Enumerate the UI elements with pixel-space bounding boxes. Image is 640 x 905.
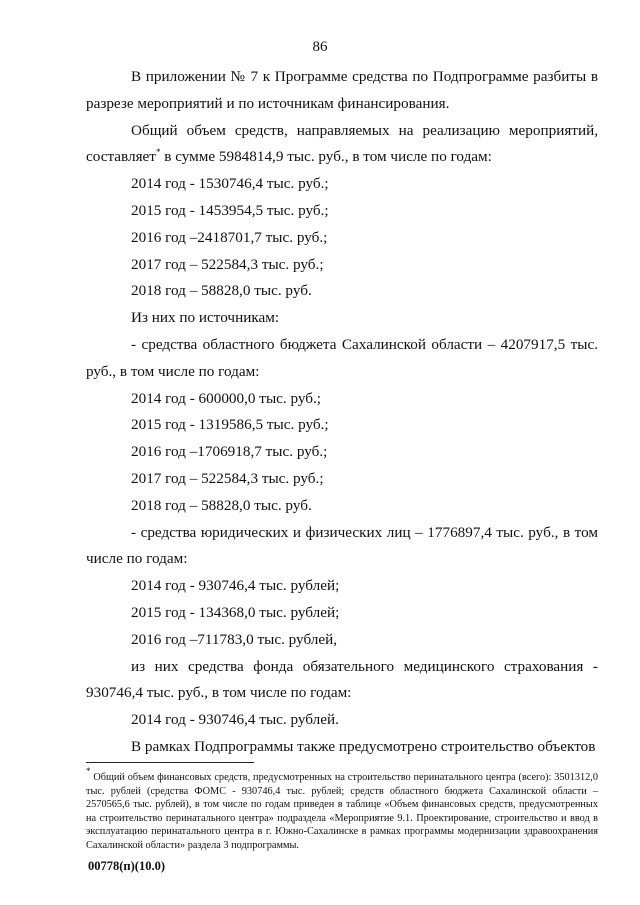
- footnote-text: Общий объем финансовых средств, предусмотренных на строительство перинатального центра (всего): 3501312,0 тыс. рублей (средства ФОМС - 930746,4 тыс. рублей; средств областного бюджета Сахалинской области – 2570565,6 тыс. рублей), в том числе по годам приведен в таблице «Объем финансовых средств, предусмотренных на строительство перинатального центра» подраздела «Мероприятие 9.1. Проектирование, строительство и ввод в эксплуатацию перинатального центра в г. Южно-Сахалинске в рамках программы модернизации здравоохранения Сахалинской области» раздела 3 подпрограммы.: [86, 772, 598, 851]
- regional-year-2014: 2014 год - 600000,0 тыс. руб.;: [131, 389, 322, 407]
- total-volume-text-end: в сумме 5984814,9 тыс. руб., в том числе по годам:: [160, 148, 492, 166]
- footnote-mark: *: [86, 766, 91, 776]
- footnote-reference-mark: *: [155, 147, 161, 158]
- paragraph-oms-fund: из них средства фонда обязательного медицинского страхования - 930746,4 тыс. руб., в том числе по годам:: [86, 657, 598, 702]
- footnote-divider: [86, 762, 254, 763]
- paragraph-regional-budget: - средства областного бюджета Сахалинской области – 4207917,5 тыс. руб., в том числе по годам:: [86, 335, 598, 380]
- legal-year-2014: 2014 год - 930746,4 тыс. рублей;: [131, 577, 340, 595]
- regional-year-2016: 2016 год –1706918,7 тыс. руб.;: [131, 443, 328, 461]
- oms-year-2014: 2014 год - 930746,4 тыс. рублей.: [131, 711, 339, 729]
- body-text: [86, 64, 598, 761]
- footnote: [86, 766, 598, 853]
- page-number: 86: [312, 39, 328, 55]
- regional-year-2018: 2018 год – 58828,0 тыс. руб.: [131, 496, 312, 514]
- regional-year-2015: 2015 год - 1319586,5 тыс. руб.;: [131, 416, 329, 434]
- sources-intro: Из них по источникам:: [131, 309, 280, 327]
- total-year-2015: 2015 год - 1453954,5 тыс. руб.;: [131, 201, 329, 219]
- total-year-2017: 2017 год – 522584,3 тыс. руб.;: [131, 255, 324, 273]
- paragraph-legal-entities: - средства юридических и физических лиц – 1776897,4 тыс. руб., в том числе по годам:: [86, 523, 598, 568]
- legal-year-2016: 2016 год –711783,0 тыс. рублей,: [131, 630, 338, 648]
- total-year-2018: 2018 год – 58828,0 тыс. руб.: [131, 282, 312, 300]
- total-year-2014: 2014 год - 1530746,4 тыс. руб.;: [131, 175, 329, 193]
- total-year-2016: 2016 год –2418701,7 тыс. руб.;: [131, 228, 328, 246]
- regional-year-2017: 2017 год – 522584,3 тыс. руб.;: [131, 469, 324, 487]
- paragraph-total-volume: [86, 118, 598, 172]
- document-code: 00778(п)(10.0): [88, 859, 165, 873]
- paragraph-construction: В рамках Подпрограммы также предусмотрено строительство объектов: [131, 737, 596, 755]
- paragraph-appendix-7: В приложении № 7 к Программе средства по Подпрограмме разбиты в разрезе мероприятий и по источникам финансирования.: [86, 68, 598, 112]
- total-volume-text-start: Общий объем средств, направляемых на реализацию мероприятий, составляет: [86, 121, 598, 166]
- legal-year-2015: 2015 год - 134368,0 тыс. рублей;: [131, 603, 340, 621]
